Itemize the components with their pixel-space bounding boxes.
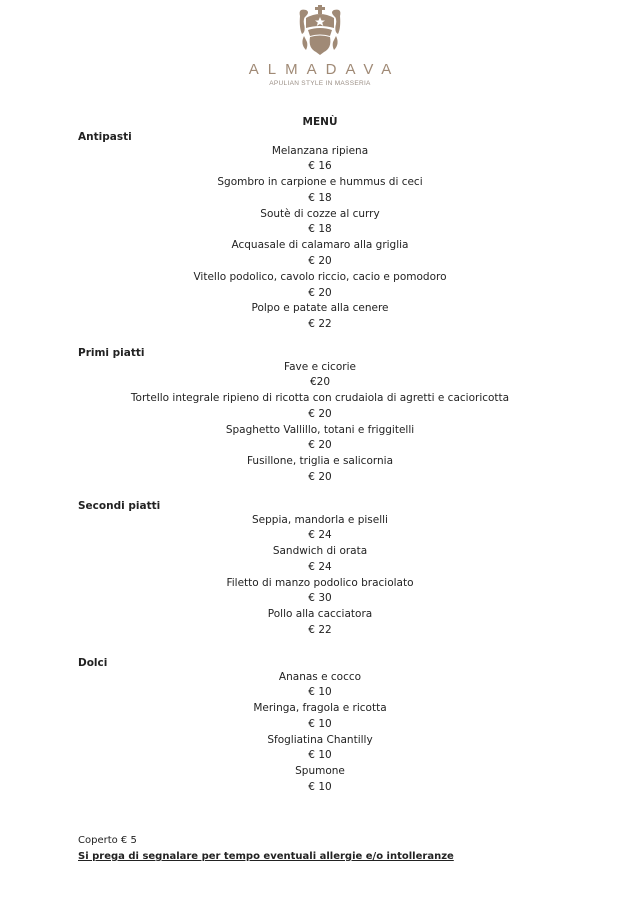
logo	[0, 4, 640, 87]
section-items	[0, 144, 640, 334]
dish-name: Soutè di cozze al curry	[260, 207, 380, 220]
dish-price: € 10	[308, 686, 332, 699]
section-items	[0, 513, 640, 639]
dish-name: Sandwich di orata	[272, 545, 368, 558]
dish-name: Polpo e patate alla cenere	[251, 302, 389, 315]
section-items	[0, 670, 640, 796]
section-heading: Secondi piatti	[78, 500, 161, 512]
dish-price: €20	[309, 376, 331, 389]
dish-price: € 22	[308, 624, 332, 637]
section-heading: Dolci	[78, 657, 108, 669]
dish-price: € 10	[308, 781, 332, 794]
dish-price: € 18	[308, 191, 332, 204]
dish-name: Seppia, mandorla e piselli	[252, 513, 388, 526]
dish-name: Ananas e cocco	[278, 670, 362, 683]
dish-name: Tortello integrale ripieno di ricotta con crudaiola di agretti e cacioricotta	[130, 392, 510, 405]
dish-price: € 20	[308, 286, 332, 299]
menu-title: MENÙ	[302, 116, 338, 128]
dish-name: Sfogliatina Chantilly	[267, 733, 373, 746]
dish-name: Meringa, fragola e ricotta	[253, 702, 387, 715]
dish-price: € 18	[308, 223, 332, 236]
allergy-note: Si prega di segnalare per tempo eventuali allergie e/o intolleranze	[78, 851, 454, 862]
dish-name: Melanzana ripiena	[271, 144, 369, 157]
dish-name: Filetto di manzo podolico braciolato	[226, 576, 414, 589]
dish-name: Spumone	[295, 765, 345, 778]
dish-price: € 30	[308, 592, 332, 605]
dish-price: € 20	[308, 407, 332, 420]
dish-price: € 10	[308, 717, 332, 730]
dish-name: Acquasale di calamaro alla griglia	[231, 239, 409, 252]
dish-price: € 10	[308, 749, 332, 762]
dish-price: € 20	[308, 255, 332, 268]
dish-price: € 24	[308, 560, 332, 573]
dish-name: Sgombro in carpione e hummus di ceci	[217, 176, 423, 189]
dish-name: Spaghetto Vallillo, totani e friggitelli	[225, 423, 415, 436]
dish-name: Pollo alla cacciatora	[267, 608, 373, 621]
dish-price: € 22	[308, 318, 332, 331]
cover-charge: Coperto € 5	[78, 835, 137, 846]
section-items	[0, 360, 640, 486]
brand-tagline: APULIAN STYLE IN MASSERIA	[269, 80, 371, 87]
dish-price: € 20	[308, 471, 332, 484]
dish-price: € 20	[308, 439, 332, 452]
section-heading: Primi piatti	[78, 347, 145, 359]
dish-name: Fave e cicorie	[284, 360, 356, 373]
dish-name: Vitello podolico, cavolo riccio, cacio e pomodoro	[193, 270, 447, 283]
dish-price: € 16	[308, 160, 332, 173]
dish-price: € 24	[308, 529, 332, 542]
brand-name: ALMADAVA	[248, 61, 401, 78]
crest-icon	[298, 4, 342, 56]
section-heading: Antipasti	[78, 131, 132, 143]
dish-name: Fusillone, triglia e salicornia	[246, 455, 394, 468]
